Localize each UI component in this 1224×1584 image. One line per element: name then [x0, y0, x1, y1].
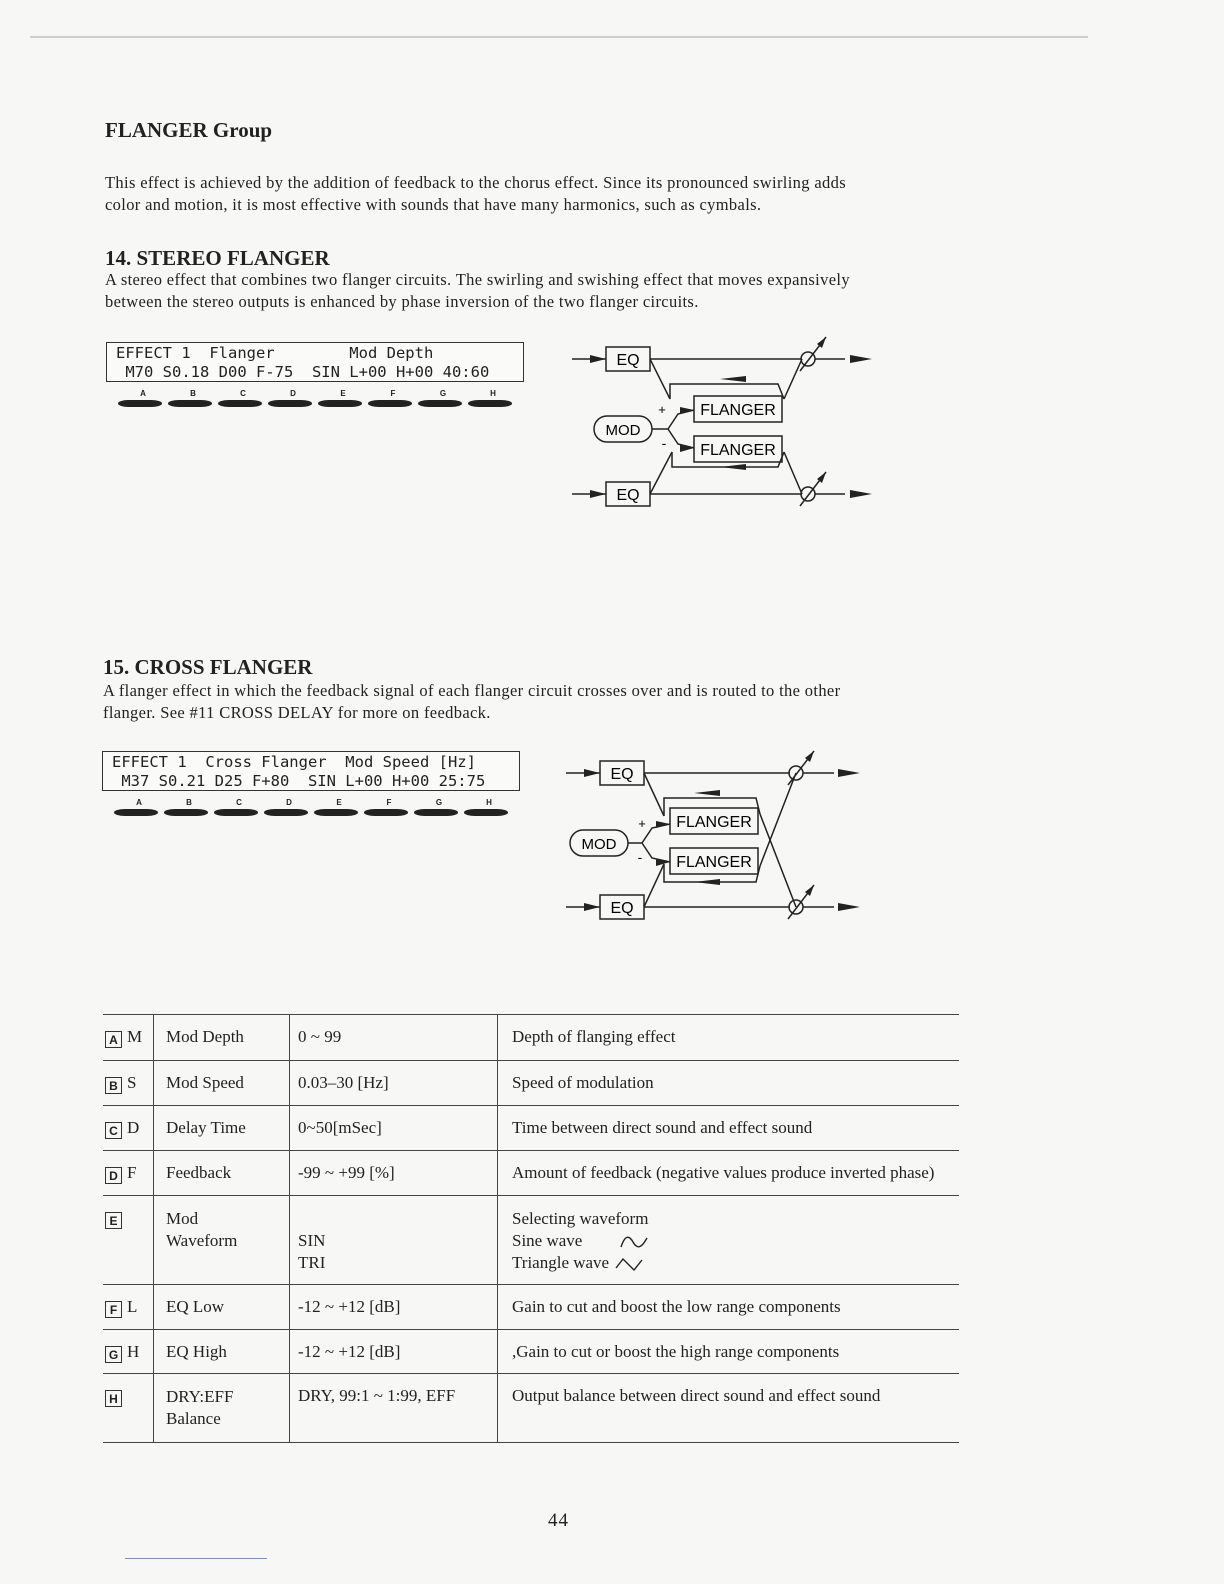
lcd-line-2: M70 S0.18 D00 F-75 SIN L+00 H+00 40:60 — [116, 363, 490, 381]
group-intro-line: color and motion, it is most effective with sounds that have many harmonics, such as cymbals. — [105, 195, 762, 214]
param-desc: Speed of modulation — [512, 1073, 654, 1092]
bottom-rule — [125, 1558, 267, 1559]
triangle-wave-icon — [615, 1256, 643, 1272]
param-name-line: Waveform — [166, 1231, 238, 1250]
param-name: Mod Depth — [166, 1027, 244, 1046]
group-intro — [105, 172, 846, 216]
stereo-flanger-block-diagram — [570, 334, 880, 514]
flanger-label: FLANGER — [700, 402, 776, 419]
key-letter: B — [186, 798, 192, 807]
parameter-table — [103, 1014, 959, 1443]
section-desc-line: flanger. See #11 CROSS DELAY for more on feedback. — [103, 703, 491, 722]
param-desc-line: Triangle wave — [512, 1253, 610, 1272]
lcd-key-f-button[interactable] — [364, 809, 408, 816]
param-range: 0~50[mSec] — [298, 1118, 382, 1137]
param-abbr: D — [127, 1118, 140, 1137]
lcd-display-cross-flanger — [102, 751, 520, 791]
key-letter: A — [140, 389, 146, 398]
key-letter: C — [240, 389, 246, 398]
lcd-key-b-button[interactable] — [164, 809, 208, 816]
param-desc: Gain to cut and boost the low range components — [512, 1297, 841, 1316]
section-desc-line: A flanger effect in which the feedback signal of each flanger circuit crosses over and is routed to the other — [103, 681, 841, 700]
key-letter: F — [390, 389, 396, 398]
flanger-label: FLANGER — [700, 442, 776, 459]
table-row — [103, 1015, 959, 1061]
cross-flanger-block-diagram — [564, 746, 874, 928]
key-badge: F — [105, 1301, 122, 1318]
key-badge: C — [105, 1122, 122, 1139]
param-range: DRY, 99:1 ~ 1:99, EFF — [298, 1386, 456, 1405]
table-row — [103, 1285, 959, 1330]
section-desc-stereo-flanger — [105, 269, 850, 313]
section-title-stereo-flanger: 14. STEREO FLANGER — [105, 246, 330, 270]
key-letter: G — [439, 389, 447, 398]
eq-label: EQ — [616, 352, 640, 369]
key-badge: H — [105, 1390, 122, 1407]
lcd-display-stereo-flanger — [106, 342, 524, 382]
lcd-key-f-button[interactable] — [368, 400, 412, 407]
key-letter: C — [236, 798, 242, 807]
eq-label: EQ — [616, 487, 640, 504]
table-row — [103, 1330, 959, 1374]
key-letter: A — [136, 798, 142, 807]
minus-sign: - — [661, 435, 667, 451]
key-letter: G — [435, 798, 443, 807]
param-name-line: Mod — [166, 1209, 199, 1228]
lcd-key-b-button[interactable] — [168, 400, 212, 407]
section-title-cross-flanger: 15. CROSS FLANGER — [103, 655, 313, 679]
param-name: Feedback — [166, 1163, 232, 1182]
param-range: 0 ~ 99 — [298, 1027, 342, 1046]
top-rule — [30, 36, 1088, 38]
key-letter: E — [336, 798, 342, 807]
param-range-line: TRI — [298, 1253, 326, 1272]
key-letter: H — [490, 389, 496, 398]
lcd-key-c-button[interactable] — [214, 809, 258, 816]
param-desc: Amount of feedback (negative values produce inverted phase) — [512, 1163, 935, 1182]
param-abbr: S — [127, 1073, 137, 1092]
key-letter: H — [486, 798, 492, 807]
page-number: 44 — [548, 1510, 569, 1531]
key-letter: D — [286, 798, 292, 807]
param-abbr: H — [127, 1342, 140, 1361]
eq-label: EQ — [610, 900, 634, 917]
table-row — [103, 1106, 959, 1151]
param-abbr: M — [127, 1027, 143, 1046]
key-badge: E — [105, 1212, 122, 1229]
param-range: -12 ~ +12 [dB] — [298, 1297, 401, 1316]
mod-label: MOD — [581, 836, 617, 853]
key-letter: D — [290, 389, 296, 398]
param-name: Delay Time — [166, 1118, 246, 1137]
param-name: Mod Speed — [166, 1073, 244, 1092]
eq-label: EQ — [610, 766, 634, 783]
lcd-key-g-button[interactable] — [414, 809, 458, 816]
section-desc-line: between the stereo outputs is enhanced by phase inversion of the two flanger circuits. — [105, 292, 699, 311]
lcd-key-e-button[interactable] — [314, 809, 358, 816]
key-letter: E — [340, 389, 346, 398]
table-row — [103, 1151, 959, 1196]
plus-sign: + — [638, 816, 646, 831]
param-range: -99 ~ +99 [%] — [298, 1163, 395, 1182]
section-desc-line: A stereo effect that combines two flanger circuits. The swirling and swishing effect that moves expansively — [105, 270, 850, 289]
table-row — [103, 1374, 959, 1443]
key-badge: G — [105, 1346, 122, 1363]
param-desc: Depth of flanging effect — [512, 1027, 676, 1046]
lcd-key-d-button[interactable] — [268, 400, 312, 407]
lcd-line-2: M37 S0.21 D25 F+80 SIN L+00 H+00 25:75 — [112, 772, 486, 790]
param-abbr: F — [127, 1163, 137, 1182]
param-desc: Time between direct sound and effect sound — [512, 1118, 813, 1137]
param-desc: ,Gain to cut or boost the high range components — [512, 1342, 840, 1361]
param-abbr: L — [127, 1297, 138, 1316]
table-row — [103, 1196, 959, 1285]
lcd-key-d-button[interactable] — [264, 809, 308, 816]
lcd-key-a-button[interactable] — [114, 809, 158, 816]
param-name-line: DRY:EFF — [166, 1387, 234, 1406]
flanger-label: FLANGER — [676, 854, 752, 871]
lcd-line-1: EFFECT 1 Cross Flanger Mod Speed [Hz] — [112, 753, 476, 771]
param-desc-line: Selecting waveform — [512, 1209, 649, 1228]
group-intro-line: This effect is achieved by the addition of feedback to the chorus effect. Since its pronounced swirling adds — [105, 173, 846, 192]
minus-sign: - — [637, 849, 643, 865]
lcd-key-c-button[interactable] — [218, 400, 262, 407]
lcd-key-e-button[interactable] — [318, 400, 362, 407]
table-row — [103, 1061, 959, 1106]
lcd-key-h-button[interactable] — [464, 809, 508, 816]
param-range: -12 ~ +12 [dB] — [298, 1342, 401, 1361]
param-name: EQ Low — [166, 1297, 225, 1316]
key-badge: B — [105, 1077, 122, 1094]
lcd-key-a-button[interactable] — [118, 400, 162, 407]
param-desc-line: Sine wave — [512, 1231, 583, 1250]
mod-label: MOD — [605, 422, 641, 439]
lcd-key-h-button[interactable] — [468, 400, 512, 407]
lcd-key-g-button[interactable] — [418, 400, 462, 407]
param-name: EQ High — [166, 1342, 227, 1361]
plus-sign: + — [658, 402, 666, 417]
sine-wave-icon — [620, 1235, 648, 1249]
key-badge: D — [105, 1167, 122, 1184]
param-name-line: Balance — [166, 1409, 221, 1428]
key-badge: A — [105, 1031, 122, 1048]
lcd-line-1: EFFECT 1 Flanger Mod Depth — [116, 344, 434, 362]
section-desc-cross-flanger — [103, 680, 840, 724]
flanger-label: FLANGER — [676, 814, 752, 831]
lcd-keys-cross-flanger — [114, 798, 514, 822]
group-title: FLANGER Group — [105, 118, 273, 142]
lcd-keys-stereo-flanger — [118, 389, 518, 413]
key-letter: F — [386, 798, 392, 807]
param-range: 0.03–30 [Hz] — [298, 1073, 389, 1092]
key-letter: B — [190, 389, 196, 398]
param-range-line: SIN — [298, 1231, 326, 1250]
param-desc: Output balance between direct sound and effect sound — [512, 1386, 881, 1405]
